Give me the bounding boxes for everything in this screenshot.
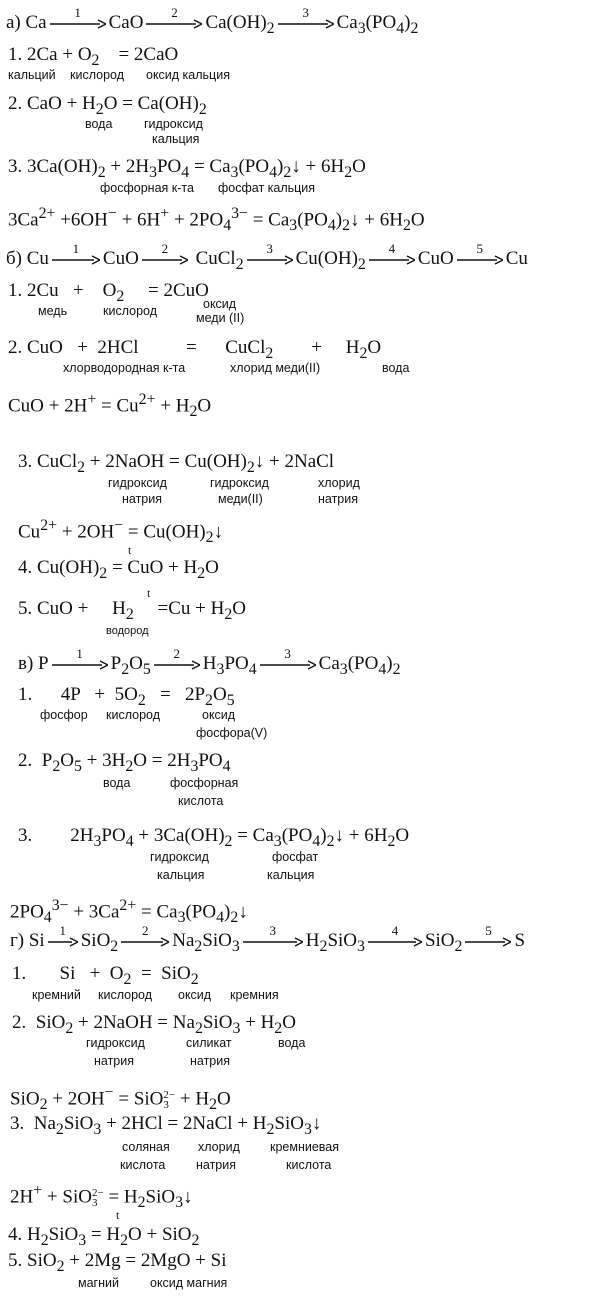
label: гидроксид <box>210 476 269 490</box>
label: хлорид <box>318 476 360 490</box>
label: хлорид <box>198 1140 240 1154</box>
label: фосфорная к-та <box>100 181 194 195</box>
label: кислород <box>106 708 161 722</box>
label: фосфат кальция <box>218 181 316 195</box>
label: кремния <box>230 988 279 1002</box>
ion-c: $2PO_4^{3-} + 3Ca^{2+}$ = $Ca_3(PO_4)_2↓$ <box>10 897 248 927</box>
eq-a2: 2. CaO + $H_2O = Ca(OH)_2$ <box>8 93 207 118</box>
label: меди(II) <box>218 492 263 506</box>
eq-b4: 4. $Cu(OH)_2$ = CuO + $H_2O$ <box>18 557 219 582</box>
eq-c2: 2. $P_2O_5 + 3H_2O = 2H_3PO_4$ <box>18 750 231 775</box>
eq-c1: 1. $4P + 5O_2 = 2P_2O_5$ <box>18 684 235 709</box>
label: фосфор <box>40 708 88 722</box>
label: кремний <box>32 988 81 1002</box>
label: вода <box>382 361 410 375</box>
ion-b2: CuO + $2H^+ = Cu^{2+} + H_2O$ <box>8 391 212 421</box>
label: кальция <box>267 868 315 882</box>
label: гидроксид <box>108 476 167 490</box>
label: кислота <box>120 1158 166 1172</box>
label: кислота <box>286 1158 332 1172</box>
label: кальция <box>157 868 205 882</box>
label: кислород <box>98 988 153 1002</box>
label: натрия <box>122 492 163 506</box>
chain-c: в) P 1 $P_2O_5$ 2 $H_3PO_4$ 3 $Ca_3(PO_4)_2$ <box>18 645 401 678</box>
ion-b3: $Cu^{2+} + 2OH^-$ = $Cu(OH)_2↓$ <box>18 517 224 547</box>
label: соляная <box>122 1140 170 1154</box>
label: силикат <box>186 1036 232 1050</box>
label: натрия <box>318 492 359 506</box>
label: гидроксид <box>150 850 209 864</box>
ion-d2: SiO$_2$ + 2OH− = SiO2− $3 + H_2O$ <box>10 1084 231 1114</box>
eq-b5: 5. CuO + $H_2$ $=Cu + H_2O$ <box>18 598 246 623</box>
label: фосфорная <box>170 776 239 790</box>
label: натрия <box>196 1158 237 1172</box>
label: натрия <box>94 1054 135 1068</box>
label: оксид магния <box>150 1276 228 1290</box>
label: кремниевая <box>270 1140 340 1154</box>
eq-d1: 1. $Si + O_2 = SiO_2$ <box>12 963 199 988</box>
label: фосфора(V) <box>196 726 268 740</box>
label: фосфат <box>272 850 319 864</box>
label: кислород <box>103 304 158 318</box>
chain-d: г) Si 1 SiO$_2$ 2 $Na_2SiO_3$ 3 $H_2SiO_3$ 4 SiO$_2$ 5 S <box>10 922 526 955</box>
eq-a1: 1. $2Ca + O_2$ = 2CaO <box>8 44 179 69</box>
label: оксид <box>178 988 212 1002</box>
chain-a: а) Ca 1 CaO 2 $Ca(OH)_2$ 3 $Ca_3(PO_4)_2$ <box>6 4 419 37</box>
eq-d2: 2. SiO$_2$ + 2NaOH = $Na_2SiO_3 + H_2O$ <box>12 1012 296 1037</box>
label: кальция <box>152 132 200 146</box>
label: кислород <box>70 68 125 82</box>
label: вода <box>85 117 113 131</box>
label: кальций <box>8 68 56 82</box>
eq-b1: 1. 2Cu + $O_2$ = 2CuO <box>8 280 209 305</box>
chain-b: б) Cu 1 CuO 2 CuCl$_2$ 3 $Cu(OH)_2$ 4 CuO 5 Cu <box>6 240 528 273</box>
label: оксид <box>203 297 237 311</box>
eq-b2: 2. CuO + 2HCl = CuCl$_2$ + $H_2O$ <box>8 337 382 362</box>
label: водород <box>106 625 149 637</box>
label: вода <box>103 776 131 790</box>
label: хлорводородная к-та <box>63 361 186 375</box>
heat-mark: t <box>147 586 151 600</box>
label: натрия <box>190 1054 231 1068</box>
label: медь <box>38 304 68 318</box>
label: гидроксид <box>86 1036 145 1050</box>
eq-c3: 3. $2H_3PO_4 + 3Ca(OH)_2$ = $Ca_3(PO_4)_2↓ + 6H_2O$ <box>18 825 410 850</box>
label: оксид <box>202 708 236 722</box>
label: гидроксид <box>144 117 203 131</box>
eq-d4: 4. $H_2SiO_3 = H_2O + SiO_2$ <box>8 1224 200 1249</box>
heat-mark: t <box>116 1208 120 1222</box>
label: оксид кальция <box>146 68 230 82</box>
eq-a3: 3. $3Ca(OH)_2 + 2H_3PO_4$ = $Ca_3(PO_4)_2↓ + 6H_2O$ <box>8 156 366 181</box>
ion-d3: 2H+ + SiO2− $3 = H_2SiO_3↓$ <box>10 1182 193 1212</box>
eq-d5: 5. SiO$_2$ + 2Mg = 2MgO + Si <box>8 1250 227 1275</box>
label: вода <box>278 1036 306 1050</box>
label: магний <box>78 1276 119 1290</box>
heat-mark: t <box>128 543 132 557</box>
ion-a: $3Ca^{2+} +6OH^- + 6H^+ + 2PO_4^{3-}$ = $Ca_3(PO_4)_2↓ + 6H_2O$ <box>8 205 425 235</box>
label: хлорид меди(II) <box>230 361 321 375</box>
label: меди (II) <box>196 311 245 325</box>
eq-d3: 3. $Na_2SiO_3 + 2HCl$ = 2NaCl + $H_2SiO_3↓$ <box>10 1113 322 1138</box>
eq-b3: 3. CuCl$_2$ + 2NaOH = $Cu(OH)_2↓$ + 2NaCl <box>18 451 335 476</box>
label: кислота <box>178 794 224 808</box>
